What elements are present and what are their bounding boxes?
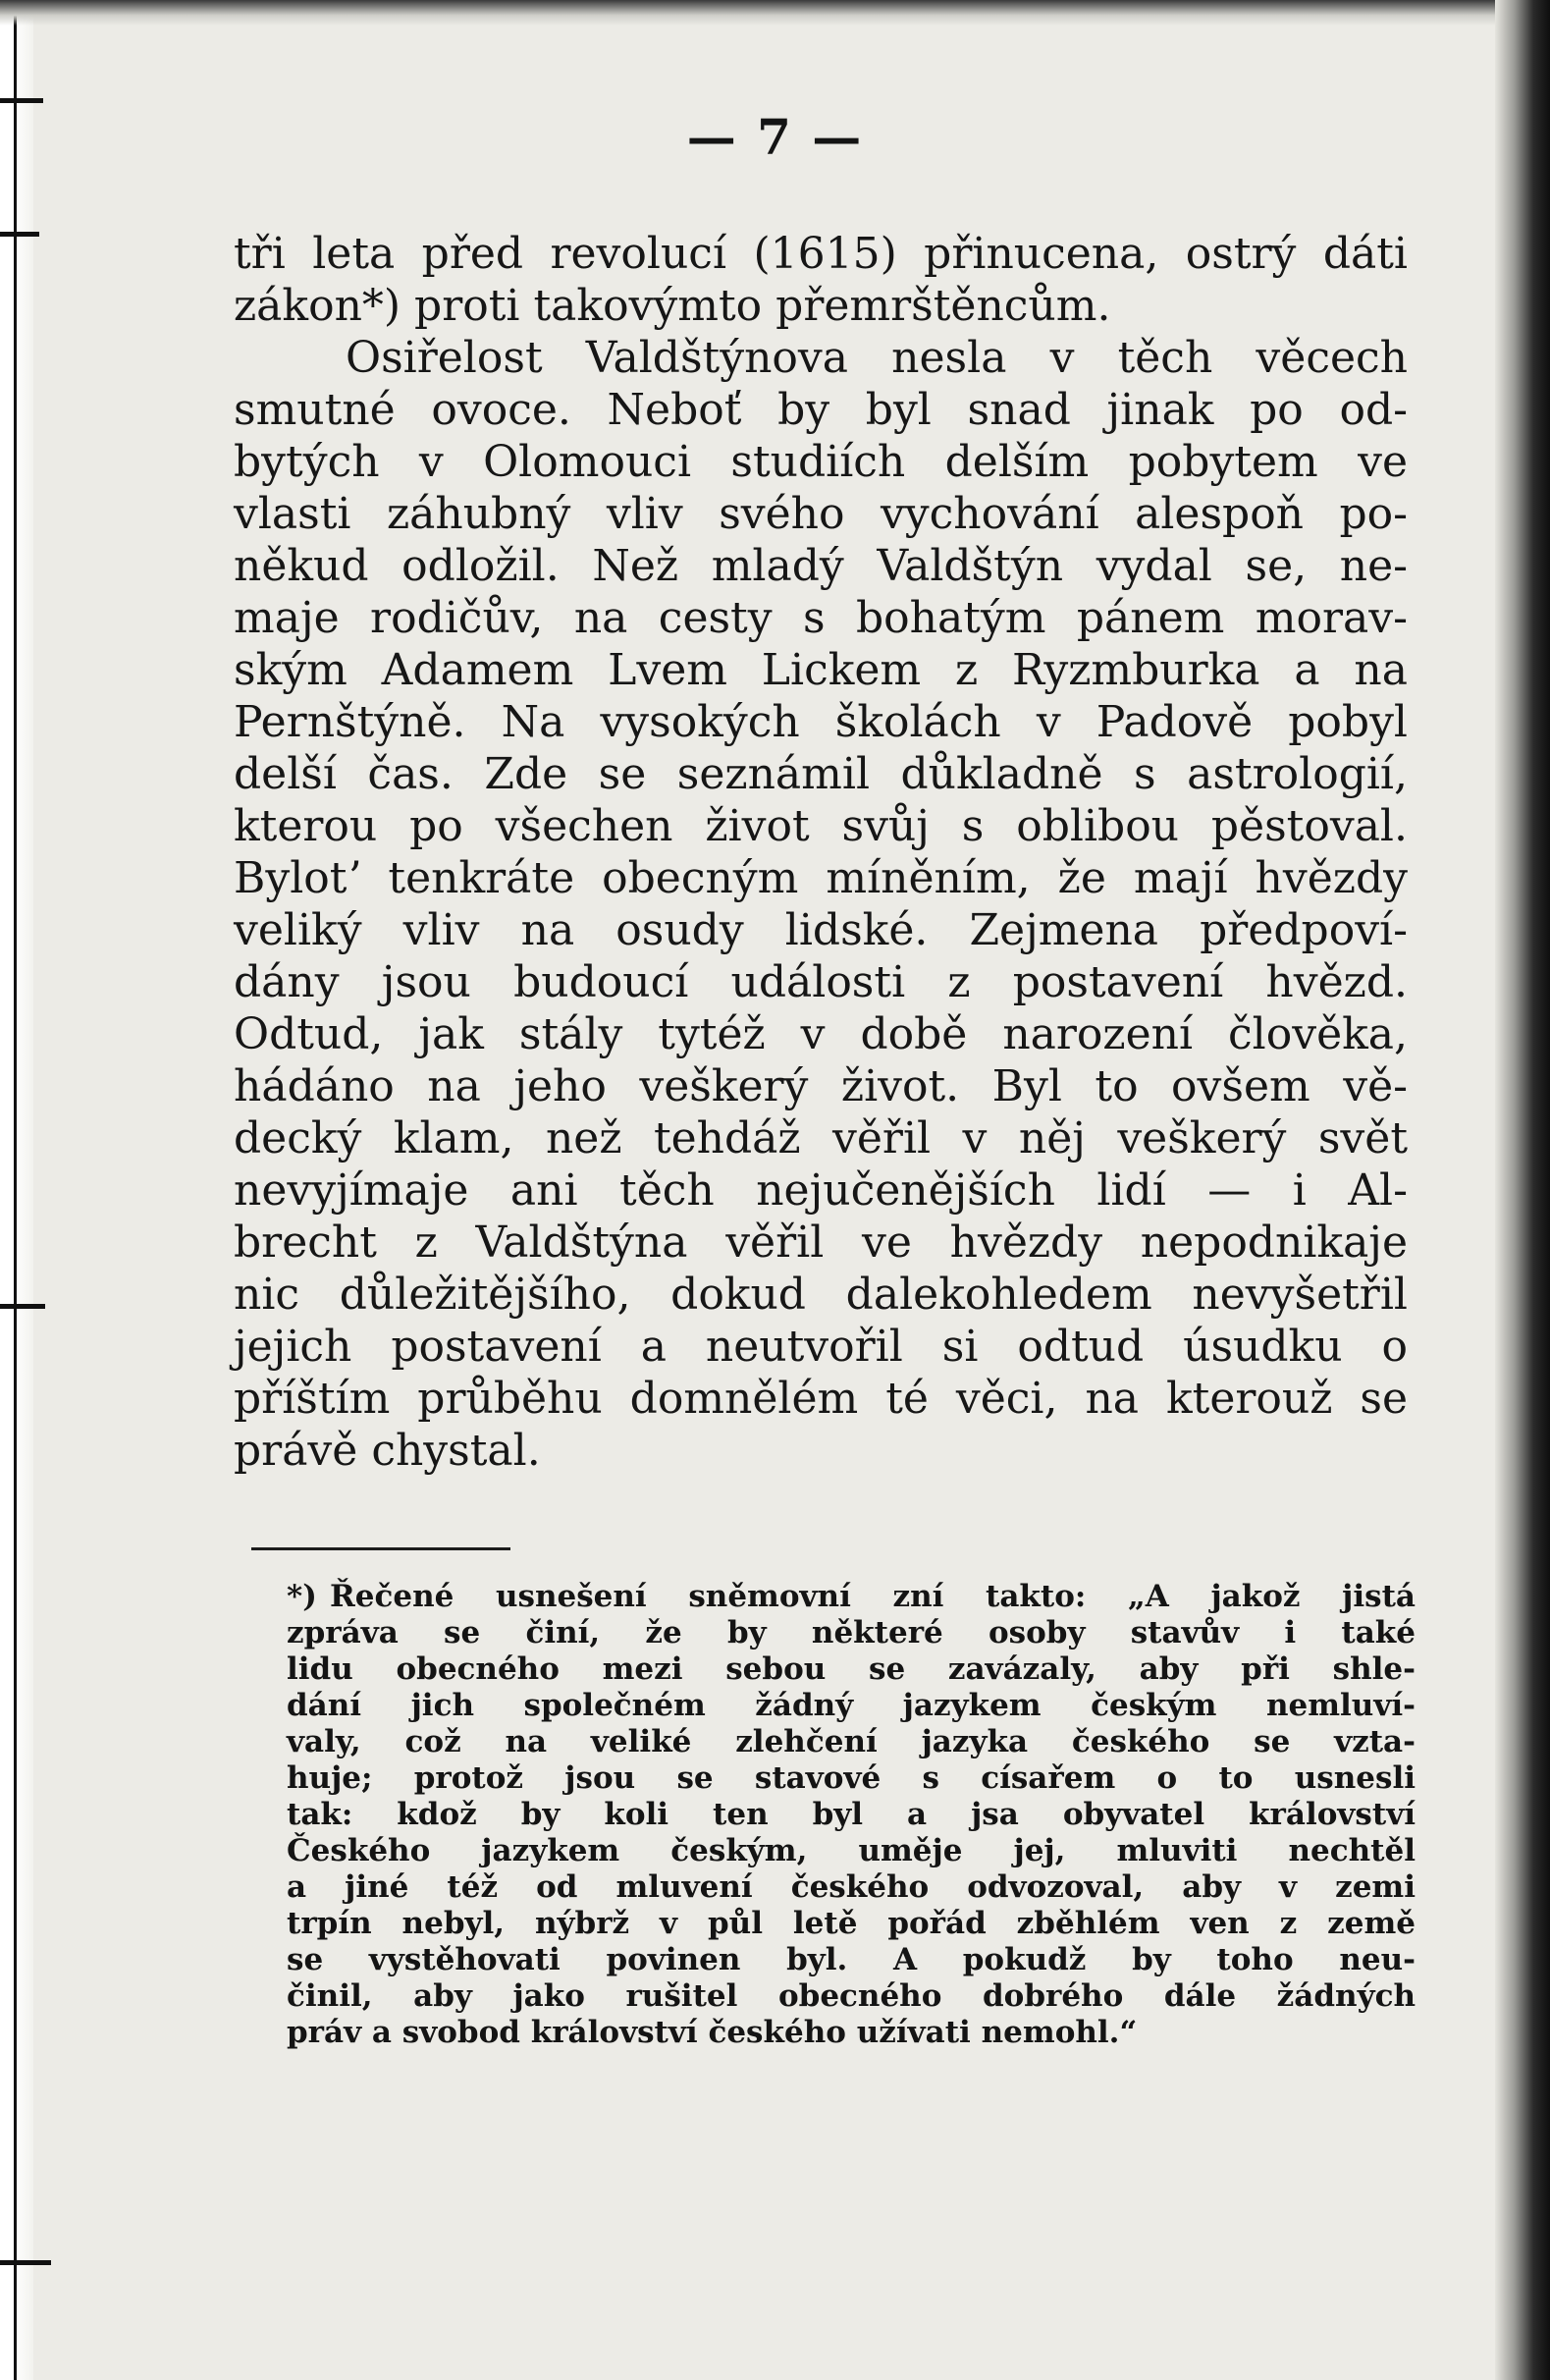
footnote-divider — [251, 1547, 510, 1550]
text-line: nevyjímaje ani těch nejučenějších lidí — i Al- — [234, 1165, 1408, 1216]
footnote-line: se vystěhovati povinen byl. A pokudž by toho neu- — [287, 1942, 1416, 1977]
footnote-line: valy, což na veliké zlehčení jazyka českého se vzta- — [287, 1724, 1416, 1759]
text-line: hádáno na jeho veškerý život. Byl to ovšem vě- — [234, 1061, 1408, 1111]
binding-mark — [0, 2260, 51, 2265]
footnote-line: činil, aby jako rušitel obecného dobrého dále žádných — [287, 1978, 1416, 2014]
binding-line — [14, 0, 17, 2380]
text-line: brecht z Valdštýna věřil ve hvězdy nepodnikaje — [234, 1217, 1408, 1268]
text-line: dány jsou budoucí události z postavení hvězd. — [234, 957, 1408, 1007]
scan-top-shadow — [0, 0, 1550, 26]
text-line: Odtud, jak stály tytéž v době narození člověka, — [234, 1009, 1408, 1059]
footnote — [287, 1579, 1416, 2051]
footnote-line: Českého jazykem českým, uměje jej, mluviti nechtěl — [287, 1833, 1416, 1868]
text-line: právě chystal. — [234, 1426, 541, 1476]
footnote-line: tak: kdož by koli ten byl a jsa obyvatel království — [287, 1797, 1416, 1832]
page-left-margin — [0, 0, 33, 2380]
text-line: decký klam, než tehdáž věřil v něj veškerý svět — [234, 1113, 1408, 1163]
text-line: smutné ovoce. Neboť by byl snad jinak po od- — [234, 385, 1408, 435]
footnote-line: Řečené usnešení sněmovní zní takto: „A jakož jistá — [330, 1579, 1416, 1614]
text-line: bytých v Olomouci studiích delším pobytem ve — [234, 437, 1408, 487]
text-line: delší čas. Zde se seznámil důkladně s astrologií, — [234, 749, 1408, 799]
footnote-line: dání jich společném žádný jazykem českým nemluví- — [287, 1688, 1416, 1723]
text-line: někud odložil. Než mladý Valdštýn vydal se, ne- — [234, 541, 1408, 591]
text-line: tři leta před revolucí (1615) přinucena, ostrý dáti — [234, 229, 1408, 279]
text-line: vlasti záhubný vliv svého vychování alespoň po- — [234, 489, 1408, 539]
text-line: kterou po všechen život svůj s oblibou pěstoval. — [234, 801, 1408, 851]
text-line: ským Adamem Lvem Lickem z Ryzmburka a na — [234, 645, 1408, 695]
footnote-line: trpín nebyl, nýbrž v půl letě pořád zběhlém ven z země — [287, 1906, 1416, 1941]
text-line: Pernštýně. Na vysokých školách v Padově pobyl — [234, 697, 1408, 747]
text-line: nic důležitějšího, dokud dalekohledem nevyšetřil — [234, 1270, 1408, 1320]
text-line: Bylotʼ tenkráte obecným míněním, že mají hvězdy — [234, 853, 1408, 903]
footnote-marker: *) — [287, 1579, 317, 1614]
text-line: maje rodičův, na cesty s bohatým pánem morav- — [234, 593, 1408, 643]
page-number: — 7 — — [686, 108, 864, 166]
binding-mark — [0, 1304, 45, 1309]
text-line: jejich postavení a neutvořil si odtud úsudku o — [234, 1322, 1408, 1372]
text-line: Osiřelost Valdštýnova nesla v těch věcech — [346, 333, 1408, 383]
text-line: veliký vliv na osudy lidské. Zejmena předpoví- — [234, 905, 1408, 955]
footnote-line: huje; protož jsou se stavové s císařem o to usnesli — [287, 1760, 1416, 1796]
binding-mark — [0, 232, 39, 237]
footnote-line: práv a svobod království českého užívati nemohl.“ — [287, 2015, 1138, 2050]
binding-mark — [0, 98, 43, 103]
footnote-line: lidu obecného mezi sebou se zavázaly, aby při shle- — [287, 1651, 1416, 1687]
text-line: zákon*) proti takovýmto přemrštěncům. — [234, 281, 1111, 331]
text-line: příštím průběhu domnělém té věci, na kterouž se — [234, 1374, 1408, 1424]
footnote-line: zpráva se činí, že by některé osoby stavův i také — [287, 1615, 1416, 1650]
body-text — [234, 228, 1408, 1477]
page-right-shadow — [1495, 0, 1550, 2380]
footnote-line: a jiné též od mluvení českého odvozoval, aby v zemi — [287, 1869, 1416, 1905]
